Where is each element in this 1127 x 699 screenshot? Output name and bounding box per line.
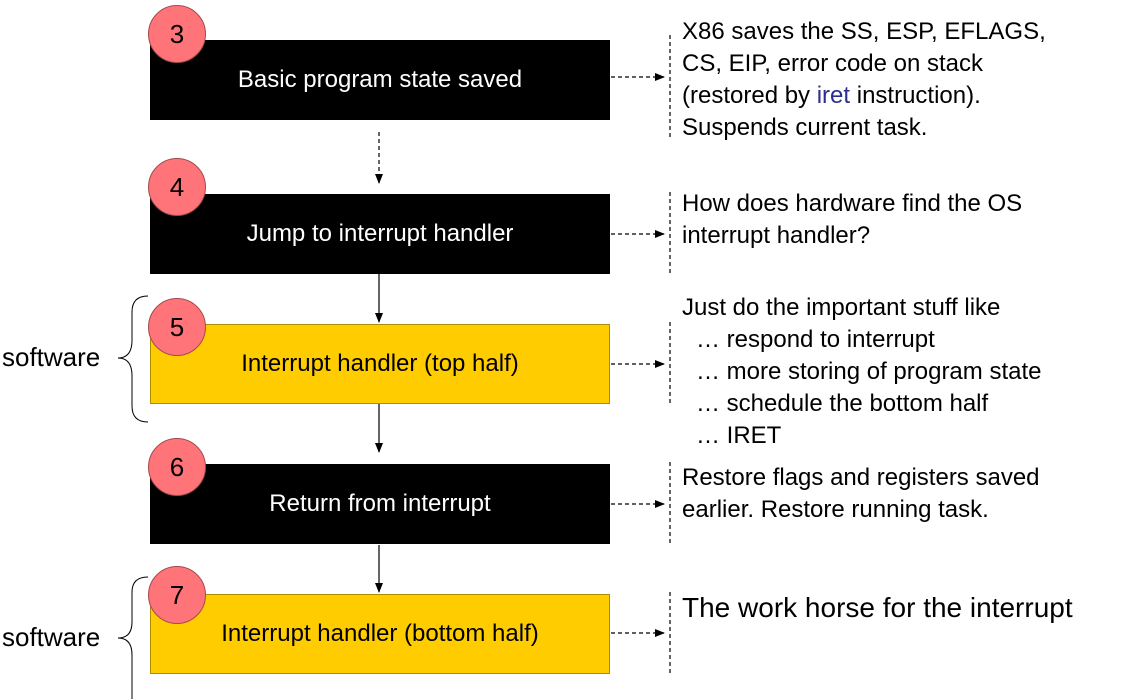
step-4-box [150,194,610,274]
step-5-box [150,324,610,404]
step-5-label: Interrupt handler (top half) [241,350,519,377]
step-3-number: 3 [169,18,185,49]
step-3-label: Basic program state saved [237,66,523,93]
note-line: Restore flags and registers saved [682,464,1040,491]
step-7-number-badge [148,566,206,624]
note-line: … more storing of program state [696,358,1042,385]
step-5-number-badge [148,298,206,356]
step-4-label: Jump to interrupt handler [246,220,514,247]
step-4-number-badge [148,158,206,216]
step-6-note [682,462,1040,526]
note-line: CS, EIP, error code on stack [682,50,984,77]
note-line: … IRET [696,422,782,449]
step-4-note [682,188,1022,252]
step-4-number: 4 [169,171,185,202]
step-6-number: 6 [169,451,185,482]
step-6-box [150,464,610,544]
note-line: Just do the important stuff like [682,294,1001,321]
software-label-top: software [2,342,101,372]
step-3-box [150,40,610,120]
software-brace-1 [118,296,148,422]
step-7-label: Interrupt handler (bottom half) [221,620,539,647]
note-line: How does hardware find the OS [682,190,1023,217]
step-7-number: 7 [169,579,185,610]
note-line: … schedule the bottom half [696,390,989,417]
iret-keyword: iret [816,82,851,109]
step-3-number-badge [148,5,206,63]
step-3-note [682,16,1046,144]
step-7-note [682,592,1073,624]
note-line: Suspends current task. [682,114,928,141]
software-label-bottom: software [2,622,101,652]
note-line: interrupt handler? [682,222,871,249]
step-7-box [150,594,610,674]
note-line: The work horse for the interrupt [682,592,1073,623]
note-text: instruction). [850,82,981,109]
note-line: … respond to interrupt [696,326,935,353]
step-6-label: Return from interrupt [269,490,491,517]
note-line: earlier. Restore running task. [682,496,989,523]
step-6-number-badge [148,438,206,496]
software-brace-2 [118,577,148,699]
step-5-note [682,292,1041,452]
note-text: (restored by [682,82,817,109]
note-line: X86 saves the SS, ESP, EFLAGS, [682,18,1046,45]
step-5-number: 5 [169,311,185,342]
note-line [682,80,1046,112]
